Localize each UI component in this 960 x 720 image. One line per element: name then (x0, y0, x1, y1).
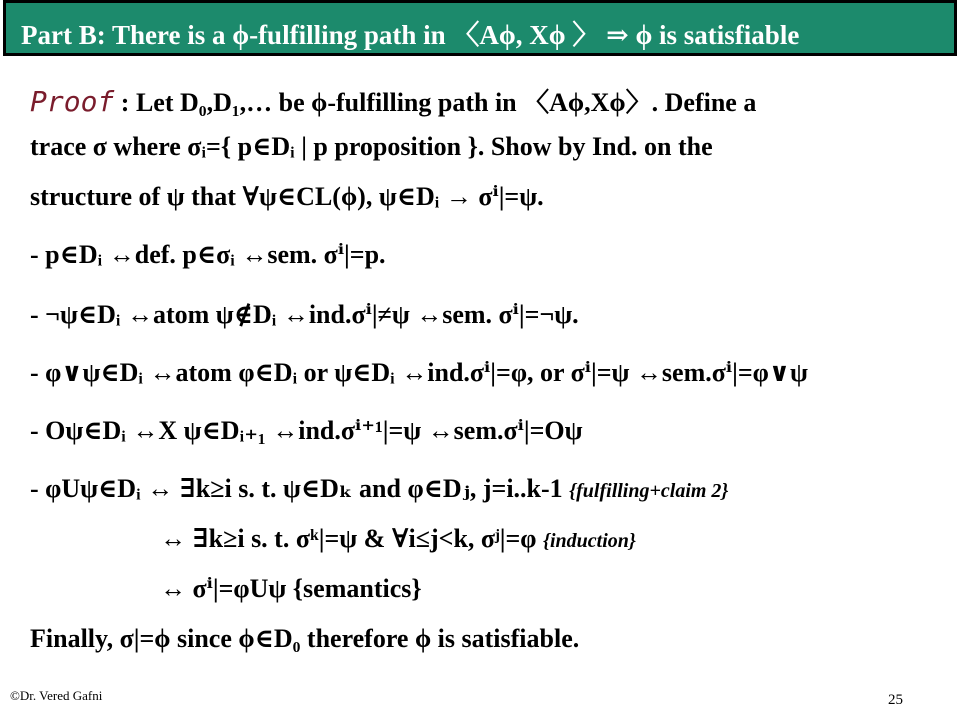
case-until-step-2 (160, 524, 636, 554)
title-bar (3, 0, 957, 56)
proof-line-1 (30, 82, 756, 119)
case-until-note: {fulfilling+claim 2} (569, 480, 729, 502)
proof-line-2: trace σ where σᵢ={ p∈Dᵢ | p proposition }. Show by Ind. on the (30, 132, 713, 161)
finally-line: Finally, σ|=ϕ since ϕ∈D₀ therefore ϕ is satisfiable. (30, 624, 580, 653)
case-proposition: - p∈Dᵢ ↔def. p∈σᵢ ↔sem. σⁱ|=p. (30, 240, 386, 269)
footer-author: ©Dr. Vered Gafni (10, 688, 103, 703)
slide-title: Part B: There is a ϕ-fulfilling path in 〈Aϕ, Xϕ 〉 ⇒ ϕ is satisfiable (21, 20, 800, 50)
case-next: - Oψ∈Dᵢ ↔X ψ∈Dᵢ₊₁ ↔ind.σⁱ⁺¹|=ψ ↔sem.σⁱ|=Oψ (30, 416, 583, 445)
case-until-step-3: ↔ σⁱ|=φUψ {semantics} (160, 574, 422, 603)
case-disjunction: - φ∨ψ∈Dᵢ ↔atom φ∈Dᵢ or ψ∈Dᵢ ↔ind.σⁱ|=φ, or σⁱ|=ψ ↔sem.σⁱ|=φ∨ψ (30, 358, 808, 387)
case-until-step-2-note: {induction} (543, 530, 636, 552)
case-until (30, 474, 728, 504)
proof-text-1: : Let D₀,D₁,… be ϕ-fulfilling path in 〈Aϕ,Xϕ〉. Define a (114, 88, 757, 117)
proof-line-3: structure of ψ that ∀ψ∈CL(ϕ), ψ∈Dᵢ → σⁱ|=ψ. (30, 182, 544, 211)
proof-label: Proof (30, 85, 115, 118)
page-number: 25 (888, 692, 903, 708)
case-negation: - ¬ψ∈Dᵢ ↔atom ψ∉Dᵢ ↔ind.σⁱ|≠ψ ↔sem. σⁱ|=¬ψ. (30, 300, 579, 329)
case-until-step-2-text: ↔ ∃k≥i s. t. σᵏ|=ψ & ∀i≤j<k, σʲ|=φ (160, 524, 537, 553)
case-until-text: - φUψ∈Dᵢ ↔ ∃k≥i s. t. ψ∈Dₖ and φ∈Dⱼ, j=i..k-1 (30, 474, 563, 503)
